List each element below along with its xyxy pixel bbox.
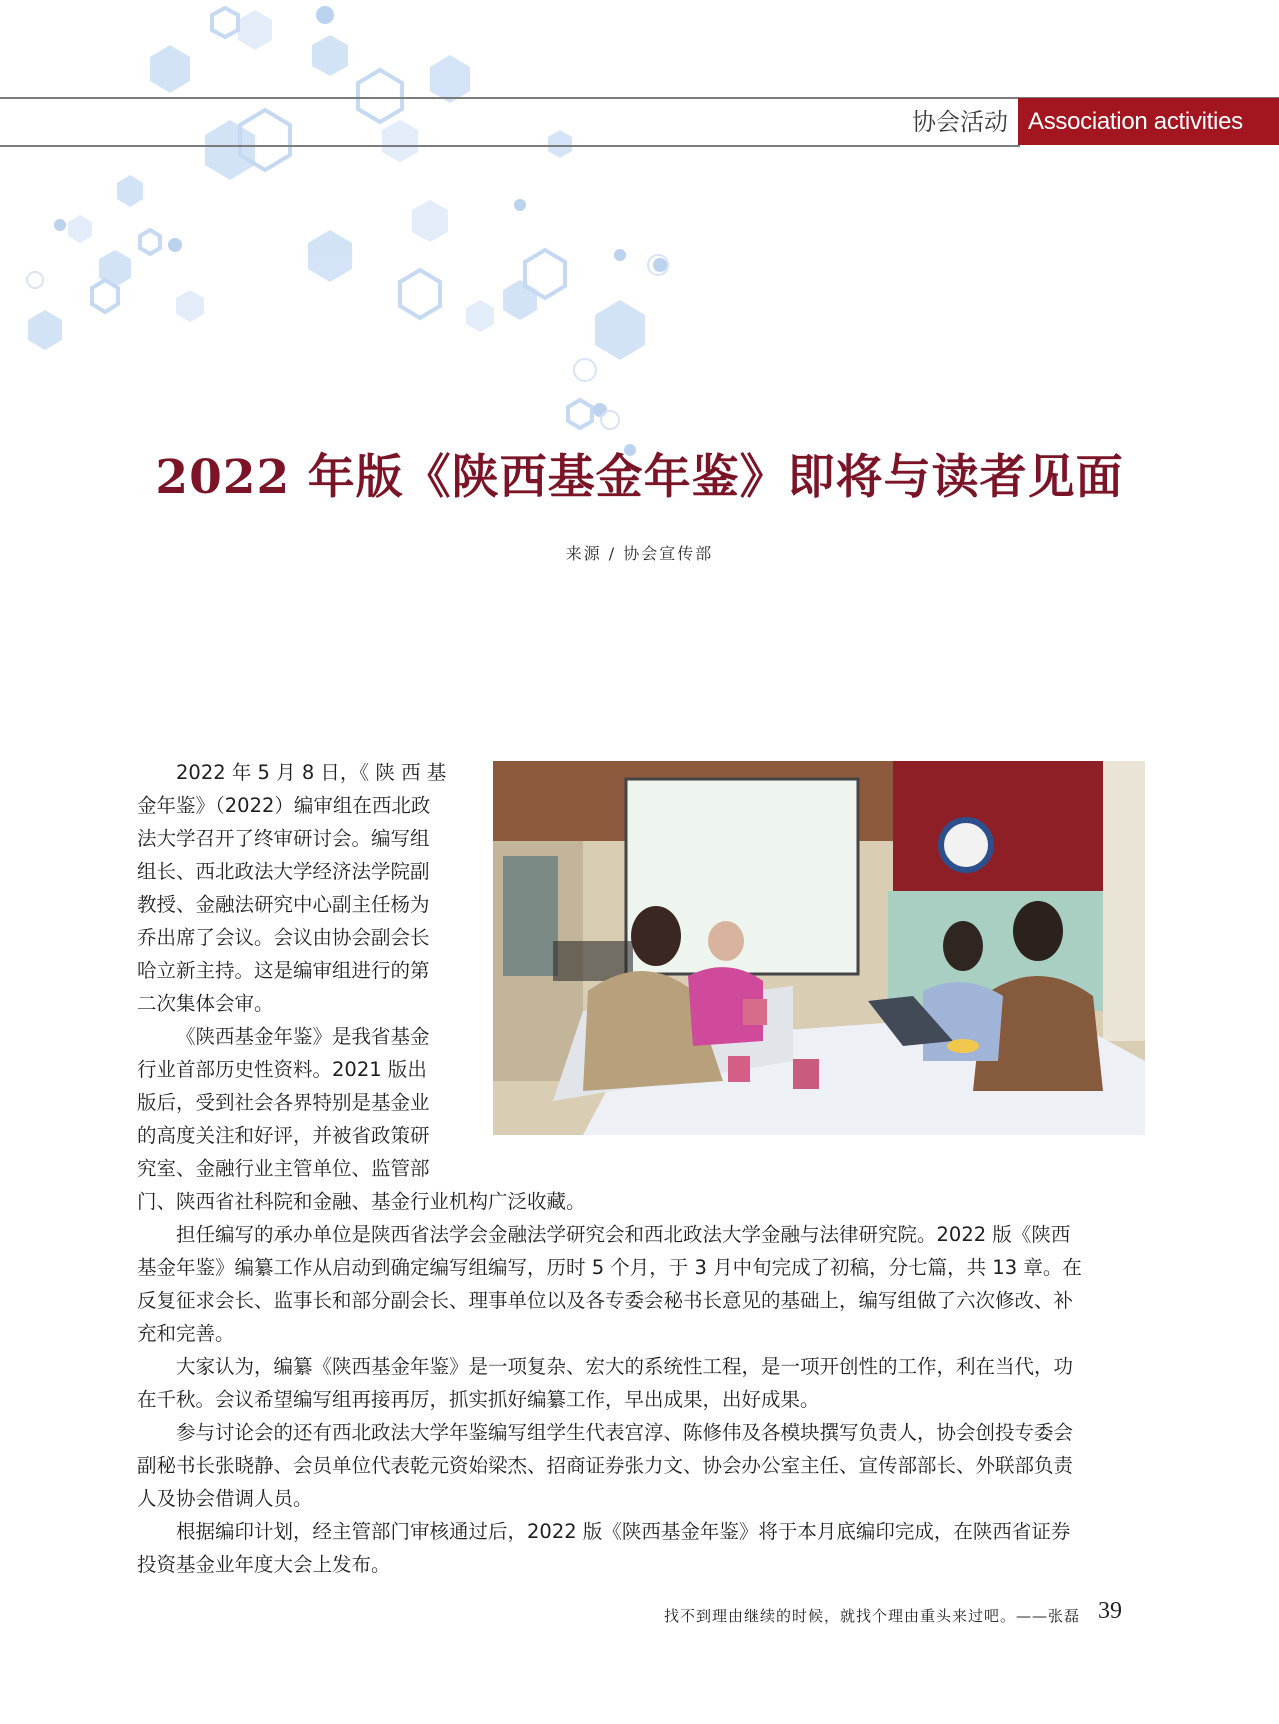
header-rule-bottom	[0, 145, 1020, 147]
paragraph-3	[137, 1218, 1147, 1350]
meeting-photo	[493, 761, 1145, 1135]
footer-quote: 找不到理由继续的时候，就找个理由重头来过吧。——张磊	[663, 1607, 1080, 1625]
text-line: 二次集体会审。	[137, 992, 274, 1015]
text-line: 门、陕西省社科院和金融、基金行业机构广泛收藏。	[137, 1190, 586, 1213]
text-line: 教授、金融法研究中心副主任杨为	[137, 893, 430, 916]
text-line: 人及协会借调人员。	[137, 1487, 313, 1510]
text-line: 副秘书长张晓静、会员单位代表乾元资始梁杰、招商证券张力文、协会办公室主任、宣传部部长、外联部负责	[137, 1454, 1074, 1477]
hexagon-decoration	[0, 0, 700, 470]
text-line: 行业首部历史性资料。2021 版出	[137, 1058, 427, 1081]
text-line: 乔出席了会议。会议由协会副会长	[137, 926, 430, 949]
paragraph-5	[137, 1416, 1147, 1515]
text-line: 反复征求会长、监事长和部分副会长、理事单位以及各专委会秘书长意见的基础上，编写组做了六次修改、补	[137, 1289, 1074, 1312]
text-line: 大家认为，编纂《陕西基金年鉴》是一项复杂、宏大的系统性工程，是一项开创性的工作，利在当代，功	[176, 1355, 1074, 1378]
section-label-en: Association activities	[1018, 98, 1279, 145]
text-line: 投资基金业年度大会上发布。	[137, 1553, 391, 1576]
text-line: 根据编印计划，经主管部门审核通过后，2022 版《陕西基金年鉴》将于本月底编印完成，在陕西省证券	[176, 1520, 1071, 1543]
text-line: 版后，受到社会各界特别是基金业	[137, 1091, 430, 1114]
text-line: 金年鉴》（2022）编审组在西北政	[137, 794, 431, 817]
text-line: 担任编写的承办单位是陕西省法学会金融法学研究会和西北政法大学金融与法律研究院。2022 版《陕西	[176, 1223, 1071, 1246]
text-line: 2022 年 5 月 8 日，《 陕 西 基	[176, 761, 447, 784]
article-source: 来源 / 协会宣传部	[565, 544, 714, 563]
section-label-cn: 协会活动	[912, 108, 1008, 136]
text-line: 的高度关注和好评，并被省政策研	[137, 1124, 430, 1147]
text-line: 法大学召开了终审研讨会。编写组	[137, 827, 430, 850]
paragraph-2-tail	[137, 1185, 1147, 1218]
paragraph-1	[137, 756, 459, 1020]
text-line: 基金年鉴》编纂工作从启动到确定编写组编写，历时 5 个月，于 3 月中旬完成了初稿，分七篇，共 13 章。在	[137, 1256, 1082, 1279]
paragraph-2	[137, 1020, 459, 1185]
text-line: 参与讨论会的还有西北政法大学年鉴编写组学生代表宫淳、陈修伟及各模块撰写负责人，协会创投专委会	[176, 1421, 1074, 1444]
text-line: 究室、金融行业主管单位、监管部	[137, 1157, 430, 1180]
text-line: 《陕西基金年鉴》是我省基金	[176, 1025, 430, 1048]
page-number: 39	[1098, 1598, 1122, 1624]
paragraph-4	[137, 1350, 1147, 1416]
paragraph-6	[137, 1515, 1147, 1581]
text-line: 在千秋。会议希望编写组再接再厉，抓实抓好编纂工作，早出成果，出好成果。	[137, 1388, 820, 1411]
text-line: 组长、西北政法大学经济法学院副	[137, 860, 430, 883]
text-line: 充和完善。	[137, 1322, 235, 1345]
article-title: 2022 年版《陕西基金年鉴》即将与读者见面	[155, 450, 1124, 505]
text-line: 哈立新主持。这是编审组进行的第	[137, 959, 430, 982]
